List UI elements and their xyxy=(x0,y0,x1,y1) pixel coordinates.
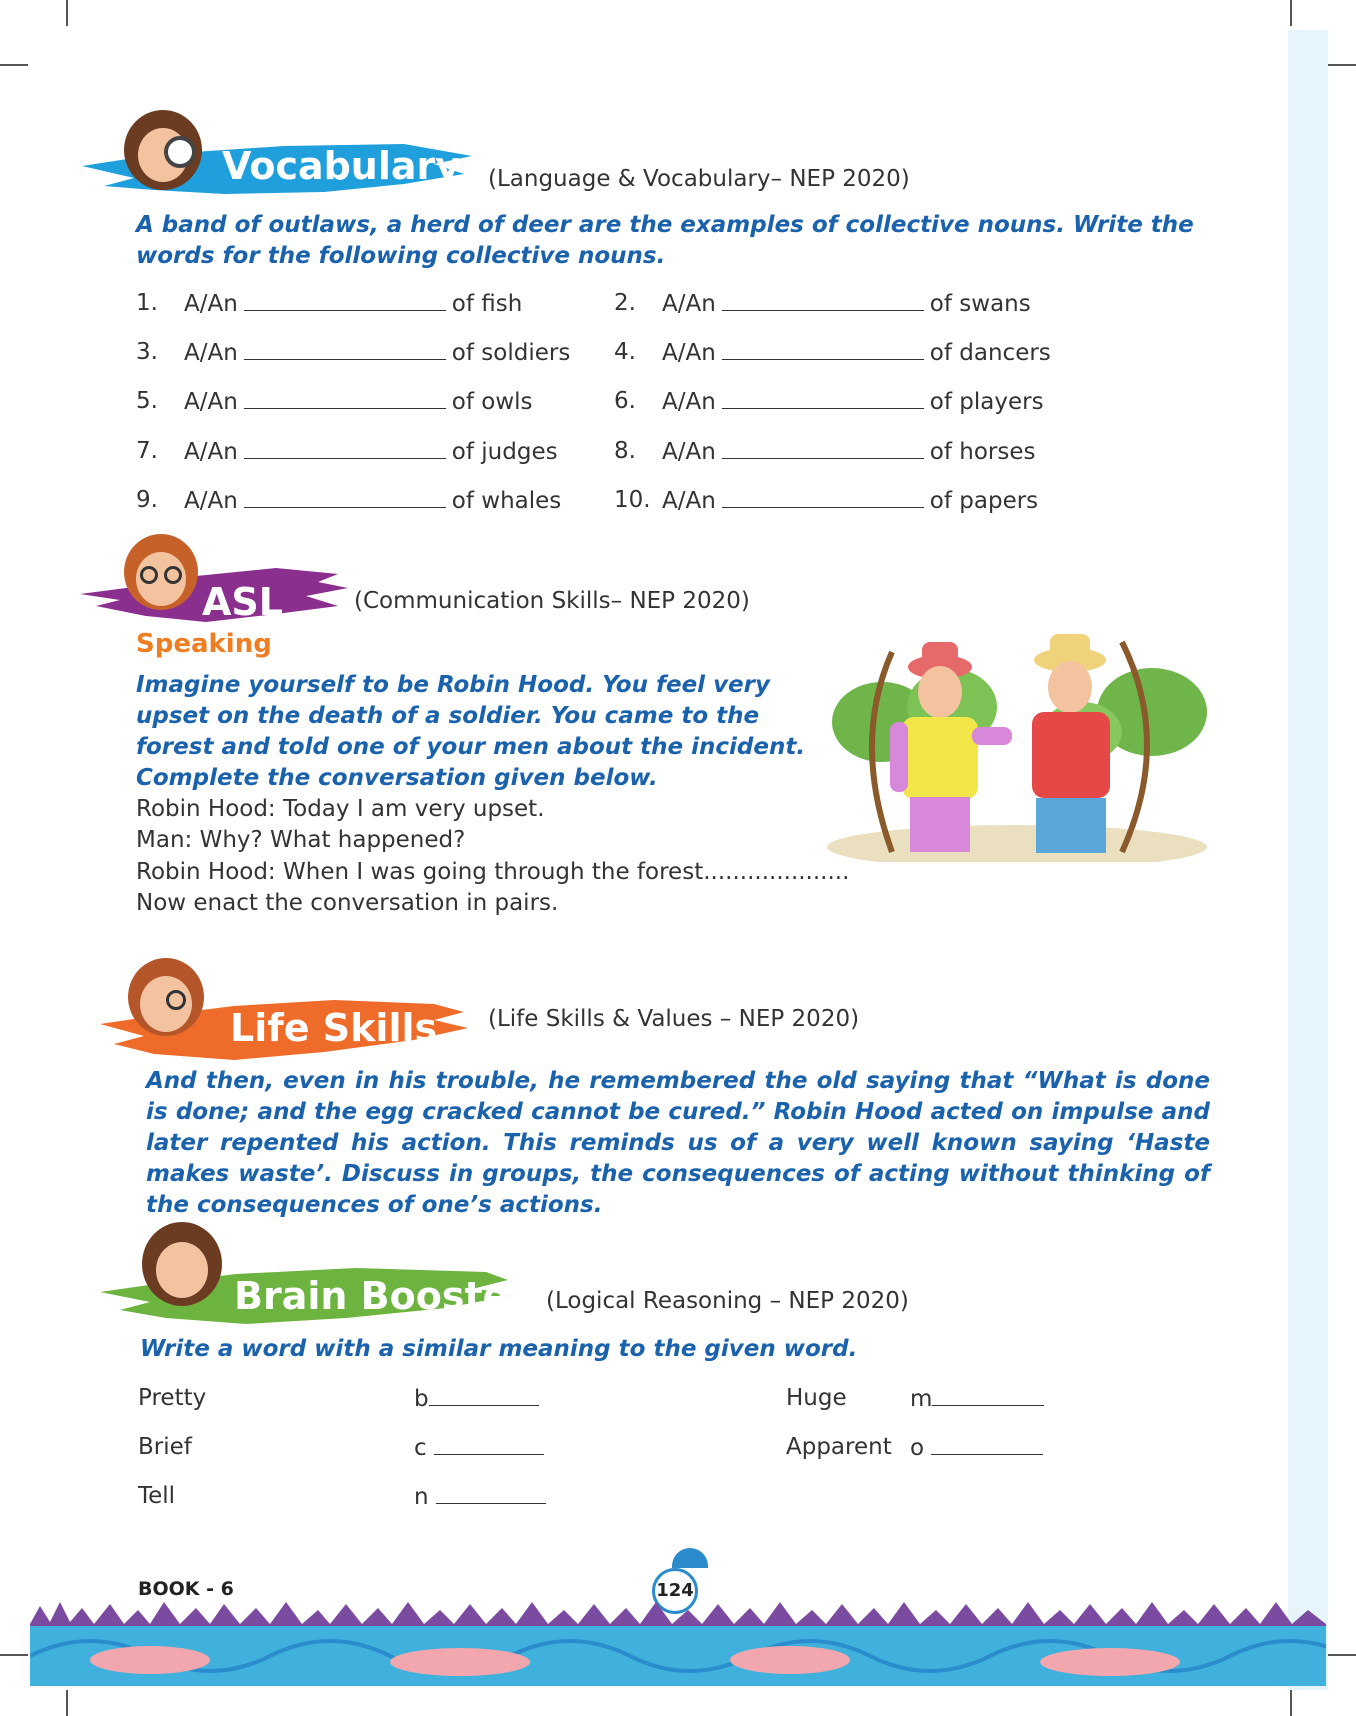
answer-blank[interactable] xyxy=(244,438,446,459)
vocabulary-tag: (Language & Vocabulary– NEP 2020) xyxy=(488,166,910,192)
item-number: 3. xyxy=(136,339,158,365)
collective-noun-item[interactable] xyxy=(184,388,533,415)
synonym-answer[interactable] xyxy=(414,1483,546,1510)
item-suffix: of soldiers xyxy=(451,340,571,366)
answer-blank[interactable] xyxy=(244,339,446,360)
synonym-hint: c xyxy=(414,1435,427,1461)
collective-noun-item[interactable] xyxy=(184,487,561,514)
synonym-word: Apparent xyxy=(786,1434,892,1460)
answer-blank[interactable] xyxy=(244,290,446,311)
item-number: 10. xyxy=(614,487,651,513)
item-prefix: A/An xyxy=(662,389,716,415)
item-prefix: A/An xyxy=(662,439,716,465)
item-suffix: of fish xyxy=(451,291,523,317)
crop-mark xyxy=(1290,0,1292,26)
crop-mark xyxy=(1326,64,1356,66)
brain-boosters-tag: (Logical Reasoning – NEP 2020) xyxy=(546,1288,909,1314)
collective-noun-item[interactable] xyxy=(662,339,1051,366)
conversation-line: Now enact the conversation in pairs. xyxy=(136,890,559,916)
item-prefix: A/An xyxy=(184,439,238,465)
crop-mark xyxy=(66,1690,68,1716)
item-number: 4. xyxy=(614,339,636,365)
item-prefix: A/An xyxy=(184,488,238,514)
item-suffix: of horses xyxy=(929,439,1036,465)
item-number: 6. xyxy=(614,388,636,414)
vocabulary-title: Vocabulary xyxy=(222,144,461,188)
umbrella-icon xyxy=(672,1548,708,1568)
answer-blank[interactable] xyxy=(244,487,446,508)
brain-boosters-title: Brain Boosters xyxy=(234,1274,550,1318)
item-number: 8. xyxy=(614,438,636,464)
collective-noun-item[interactable] xyxy=(662,290,1031,317)
item-prefix: A/An xyxy=(184,291,238,317)
crop-mark xyxy=(0,1654,28,1656)
girl-magnifier-avatar-icon xyxy=(124,110,202,190)
brain-boosters-banner xyxy=(96,1222,550,1332)
item-prefix: A/An xyxy=(662,340,716,366)
synonym-answer[interactable] xyxy=(414,1385,539,1412)
item-number: 9. xyxy=(136,487,158,513)
asl-title: ASL xyxy=(202,580,283,624)
side-strip xyxy=(1288,30,1328,1690)
asl-banner xyxy=(76,530,356,630)
collective-noun-item[interactable] xyxy=(184,290,522,317)
answer-blank[interactable] xyxy=(722,339,924,360)
answer-blank[interactable] xyxy=(722,487,924,508)
item-suffix: of whales xyxy=(451,488,562,514)
conversation-line: Robin Hood: Today I am very upset. xyxy=(136,796,545,822)
asl-instruction: Imagine yourself to be Robin Hood. You feel very upset on the death of a soldier. You came to the forest and told one of your men about the incident. Complete the conversation given below. xyxy=(136,672,806,791)
life-skills-text: And then, even in his trouble, he remembered the old saying that “What is done is done; and the egg cracked cannot be cured.” Robin Hood acted on impulse and later repented his action. This reminds us of a very well known saying ‘Haste makes waste’. Discuss in groups, the consequences of acting without thinking of the consequences of one’s actions. xyxy=(146,1068,1210,1218)
life-skills-banner xyxy=(94,956,474,1066)
answer-blank[interactable] xyxy=(244,388,446,409)
asl-tag: (Communication Skills– NEP 2020) xyxy=(354,588,750,614)
item-prefix: A/An xyxy=(184,340,238,366)
collective-noun-item[interactable] xyxy=(662,388,1044,415)
book-label: BOOK - 6 xyxy=(138,1578,234,1600)
answer-blank[interactable] xyxy=(722,438,924,459)
item-number: 2. xyxy=(614,290,636,316)
life-skills-tag: (Life Skills & Values – NEP 2020) xyxy=(488,1006,860,1032)
synonym-hint: m xyxy=(910,1386,933,1412)
item-suffix: of papers xyxy=(929,488,1039,514)
collective-noun-item[interactable] xyxy=(184,339,570,366)
item-number: 5. xyxy=(136,388,158,414)
life-skills-title: Life Skills xyxy=(230,1006,438,1050)
synonym-word: Pretty xyxy=(138,1385,207,1411)
crop-mark xyxy=(66,0,68,26)
conversation-line: Robin Hood: When I was going through the forest.................... xyxy=(136,859,850,885)
brain-boosters-instruction: Write a word with a similar meaning to the given word. xyxy=(140,1336,858,1362)
vocabulary-instruction: A band of outlaws, a herd of deer are the examples of collective nouns. Write the words for the following collective nouns. xyxy=(136,212,1194,269)
collective-noun-item[interactable] xyxy=(184,438,558,465)
synonym-word: Brief xyxy=(138,1434,192,1460)
synonym-hint: n xyxy=(414,1484,429,1510)
collective-noun-item[interactable] xyxy=(662,487,1038,514)
girl-thinking-avatar-icon xyxy=(142,1222,222,1306)
synonym-answer[interactable] xyxy=(910,1434,1043,1461)
synonym-hint: o xyxy=(910,1435,925,1461)
boy-wink-avatar-icon xyxy=(128,958,204,1036)
boy-glasses-avatar-icon xyxy=(124,534,198,610)
vocabulary-banner xyxy=(74,104,474,204)
trees-and-waves-icon xyxy=(30,1596,1326,1686)
item-suffix: of dancers xyxy=(929,340,1051,366)
footer-decoration xyxy=(30,1596,1326,1686)
item-suffix: of players xyxy=(929,389,1044,415)
synonym-word: Tell xyxy=(138,1483,176,1509)
synonym-hint: b xyxy=(414,1386,429,1412)
page-number: 124 xyxy=(656,1580,694,1601)
item-number: 7. xyxy=(136,438,158,464)
speaking-heading: Speaking xyxy=(136,629,272,659)
item-prefix: A/An xyxy=(662,291,716,317)
synonym-answer[interactable] xyxy=(910,1385,1044,1412)
answer-blank[interactable] xyxy=(722,290,924,311)
crop-mark xyxy=(1290,1690,1292,1716)
item-prefix: A/An xyxy=(662,488,716,514)
collective-noun-item[interactable] xyxy=(662,438,1036,465)
crop-mark xyxy=(1326,1654,1356,1656)
crop-mark xyxy=(0,64,28,66)
conversation-line: Man: Why? What happened? xyxy=(136,827,466,853)
robin-hood-conversation-icon xyxy=(822,612,1212,862)
robin-hood-illustration xyxy=(822,612,1212,862)
answer-blank[interactable] xyxy=(722,388,924,409)
item-number: 1. xyxy=(136,290,158,316)
item-suffix: of judges xyxy=(451,439,558,465)
item-suffix: of owls xyxy=(451,389,533,415)
item-suffix: of swans xyxy=(929,291,1031,317)
synonym-answer[interactable] xyxy=(414,1434,544,1461)
synonym-word: Huge xyxy=(786,1385,847,1411)
item-prefix: A/An xyxy=(184,389,238,415)
